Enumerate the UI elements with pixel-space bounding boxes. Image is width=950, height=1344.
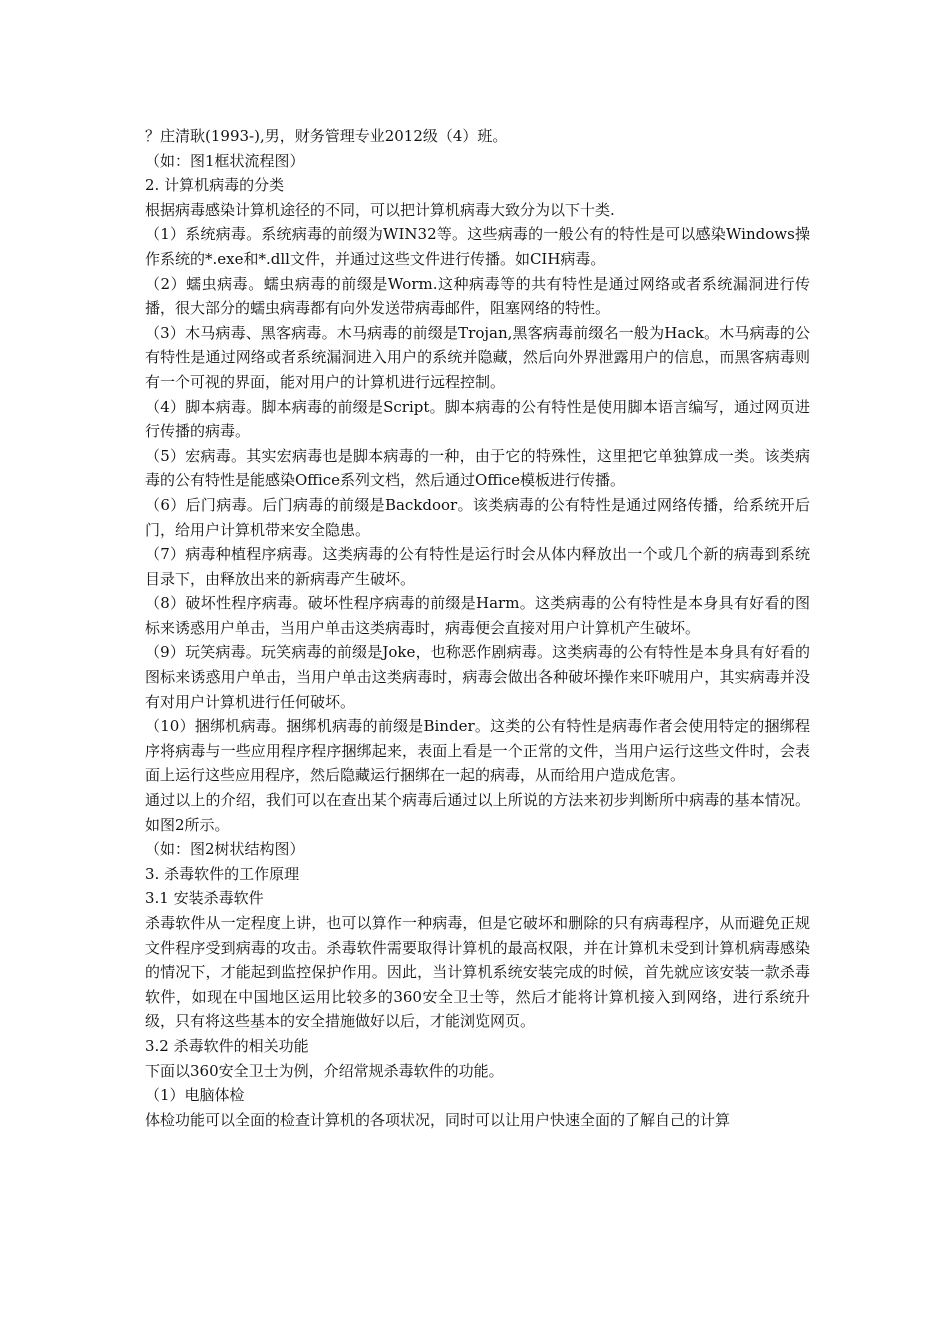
section-heading-3: 3. 杀毒软件的工作原理 [145,864,300,883]
figure-placeholder-2: （如：图2树状结构图） [145,840,305,859]
function-1-heading: （1）电脑体检 [145,1086,245,1105]
virus-type-10-paragraph: （10）捆绑机病毒。捆绑机病毒的前缀是Binder。这类的公有特性是病毒作者会使用特定的捆绑程序将病毒与一些应用程序程序捆绑起来，表面上看是一个正常的文件，当用户运行这些文件时，会表面上运行这些应用程序，然后隐藏运行捆绑在一起的病毒，从而给用户造成危害。 [145,717,810,785]
subsection-heading-3-2: 3.2 杀毒软件的相关功能 [145,1036,309,1055]
virus-type-1-paragraph: （1）系统病毒。系统病毒的前缀为WIN32等。这些病毒的一般公有的特性是可以感染Windows操作系统的*.exe和*.dll文件，并通过这些文件进行传播。如CIH病毒。 [145,225,810,268]
virus-type-9-paragraph: （9）玩笑病毒。玩笑病毒的前缀是Joke，也称恶作剧病毒。这类病毒的公有特性是本身具有好看的图标来诱惑用户单击，当用户单击这类病毒时，病毒会做出各种破坏操作来吓唬用户，其实病毒并没有对用户计算机进行任何破坏。 [145,643,810,711]
virus-type-4-paragraph: （4）脚本病毒。脚本病毒的前缀是Script。脚本病毒的公有特性是使用脚本语言编写，通过网页进行传播的病毒。 [145,397,810,441]
virus-type-2-paragraph: （2）蠕虫病毒。蠕虫病毒的前缀是Worm.这种病毒等的共有特性是通过网络或者系统漏洞进行传播，很大部分的蠕虫病毒都有向外发送带病毒邮件，阻塞网络的特性。 [145,274,810,318]
virus-type-8-paragraph: （8）破坏性程序病毒。破坏性程序病毒的前缀是Harm。这类病毒的公有特性是本身具有好看的图标来诱惑用户单击，当用户单击这类病毒时，病毒便会直接对用户计算机产生破坏。 [145,594,810,637]
intro-paragraph: 根据病毒感染计算机途径的不同，可以把计算机病毒大致分为以下十类. [145,200,615,219]
install-antivirus-paragraph: 杀毒软件从一定程度上讲，也可以算作一种病毒，但是它破坏和删除的只有病毒程序，从而避免正规文件程序受到病毒的攻击。杀毒软件需要取得计算机的最高权限，并在计算机未受到计算机病毒感染的情况下，才能起到监控保护作用。因此，当计算机系统安装完成的时候，首先就应该安装一款杀毒软件，如现在中国地区运用比较多的360安全卫士等，然后才能将计算机接入到网络，进行系统升级，只有将这些基本的安全措施做好以后，才能浏览网页。 [145,914,810,1031]
functions-intro-paragraph: 下面以360安全卫士为例，介绍常规杀毒软件的功能。 [145,1061,504,1080]
summary-paragraph: 通过以上的介绍，我们可以在查出某个病毒后通过以上所说的方法来初步判断所中病毒的基本情况。如图2所示。 [145,791,810,834]
subsection-heading-3-1: 3.1 安装杀毒软件 [145,889,264,908]
virus-type-3-paragraph: （3）木马病毒、黑客病毒。木马病毒的前缀是Trojan,黑客病毒前缀名一般为Hack。木马病毒的公有特性是通过网络或者系统漏洞进入用户的系统并隐藏，然后向外界泄露用户的信息，而黑客病毒则有一个可视的界面，能对用户的计算机进行远程控制。 [145,323,810,391]
author-note: ？庄清耿(1993-),男，财务管理专业2012级（4）班。 [145,127,508,145]
document-body [145,124,810,1132]
virus-type-7-paragraph: （7）病毒种植程序病毒。这类病毒的公有特性是运行时会从体内释放出一个或几个新的病毒到系统目录下，由释放出来的新病毒产生破坏。 [145,545,810,588]
virus-type-6-paragraph: （6）后门病毒。后门病毒的前缀是Backdoor。该类病毒的公有特性是通过网络传播，给系统开后门，给用户计算机带来安全隐患。 [145,495,810,539]
function-1-paragraph: 体检功能可以全面的检查计算机的各项状况，同时可以让用户快速全面的了解自己的计算 [145,1110,731,1129]
virus-type-5-paragraph: （5）宏病毒。其实宏病毒也是脚本病毒的一种，由于它的特殊性，这里把它单独算成一类。该类病毒的公有特性是能感染Office系列文档，然后通过Office模板进行传播。 [145,446,810,490]
figure-placeholder-1: （如：图1框状流程图） [145,151,305,170]
section-heading-2: 2. 计算机病毒的分类 [145,176,285,195]
